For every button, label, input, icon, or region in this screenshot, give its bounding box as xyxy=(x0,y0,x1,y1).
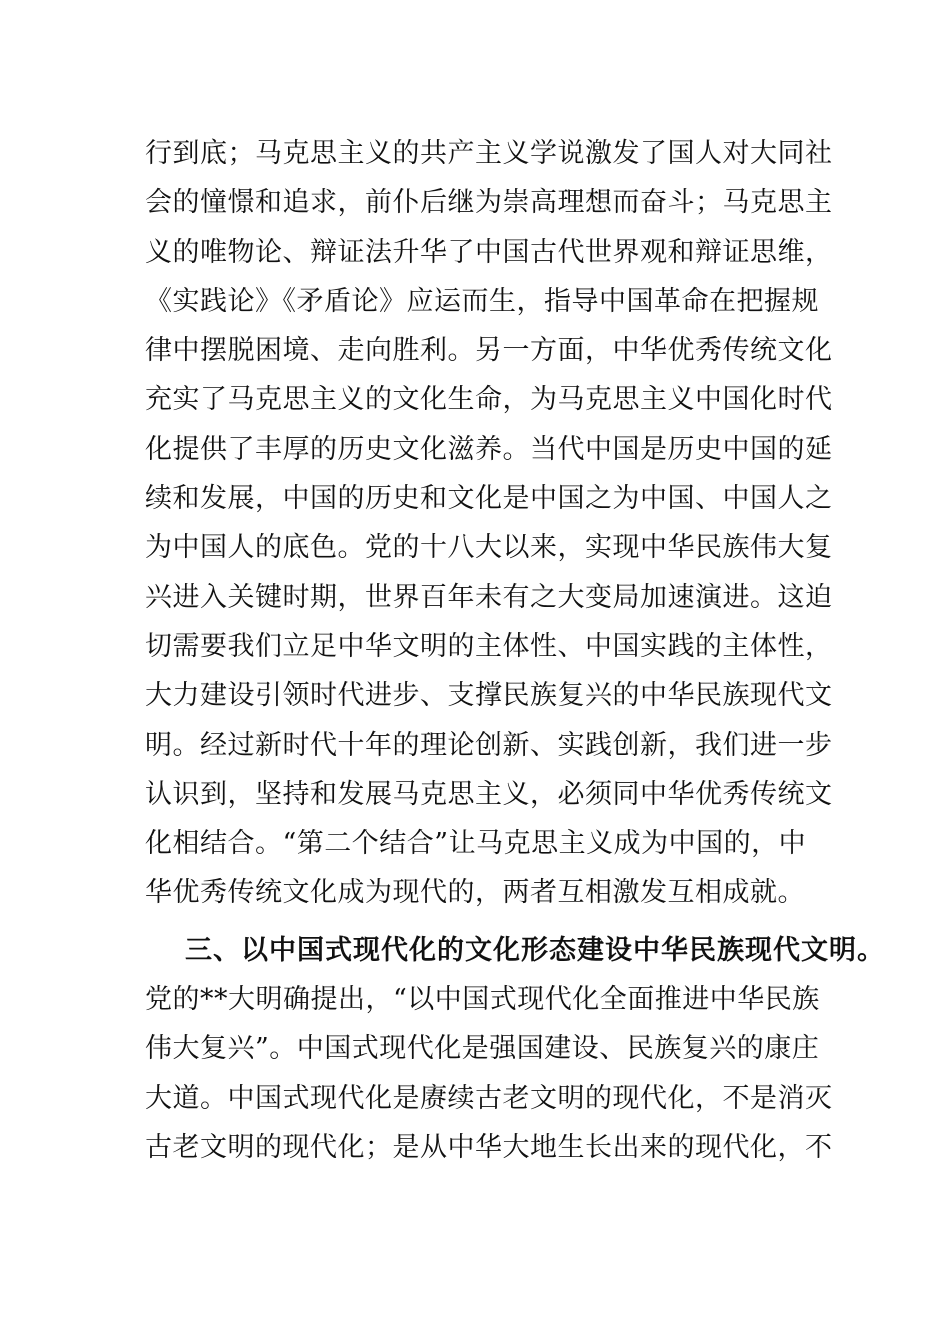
text-line: 华优秀传统文化成为现代的，两者互相激发互相成就。 xyxy=(145,877,805,909)
text-line: 义的唯物论、辩证法升华了中国古代世界观和辩证思维， xyxy=(145,236,833,268)
text-line: 兴进入关键时期，世界百年未有之大变局加速演进。这迫 xyxy=(145,581,833,613)
text-line: 化相结合。“第二个结合”让马克思主义成为中国的，中 xyxy=(145,828,807,860)
text-line: 伟大复兴”。中国式现代化是强国建设、民族复兴的康庄 xyxy=(145,1033,820,1065)
text-line: 古老文明的现代化；是从中华大地生长出来的现代化，不 xyxy=(145,1131,833,1163)
paragraph-2 xyxy=(145,975,833,1172)
text-line: 《实践论》《矛盾论》应运而生，指导中国革命在把握规 xyxy=(145,285,819,317)
document-body xyxy=(145,129,885,1172)
text-line: 为中国人的底色。党的十八大以来，实现中华民族伟大复 xyxy=(145,532,833,564)
text-line: 明。经过新时代十年的理论创新、实践创新，我们进一步 xyxy=(145,729,833,761)
text-line: 行到底；马克思主义的共产主义学说激发了国人对大同社 xyxy=(145,138,833,169)
section-heading: 三、以中国式现代化的文化形态建设中华民族现代文明。 xyxy=(185,934,885,966)
text-line: 大道。中国式现代化是赓续古老文明的现代化，不是消灭 xyxy=(145,1082,833,1114)
paragraph-1 xyxy=(145,129,833,918)
text-line: 续和发展，中国的历史和文化是中国之为中国、中国人之 xyxy=(145,483,833,515)
text-line: 律中摆脱困境、走向胜利。另一方面，中华优秀传统文化 xyxy=(145,335,833,367)
text-line: 化提供了丰厚的历史文化滋养。当代中国是历史中国的延 xyxy=(145,433,833,465)
text-line: 认识到，坚持和发展马克思主义，必须同中华优秀传统文 xyxy=(145,778,833,810)
text-line: 充实了马克思主义的文化生命，为马克思主义中国化时代 xyxy=(145,384,833,416)
text-line: 切需要我们立足中华文明的主体性、中国实践的主体性， xyxy=(145,630,833,662)
text-line: 大力建设引领时代进步、支撑民族复兴的中华民族现代文 xyxy=(145,680,833,712)
text-line: 会的憧憬和追求，前仆后继为崇高理想而奋斗；马克思主 xyxy=(145,187,833,219)
text-line: 党的**大明确提出，“以中国式现代化全面推进中华民族 xyxy=(145,984,820,1016)
